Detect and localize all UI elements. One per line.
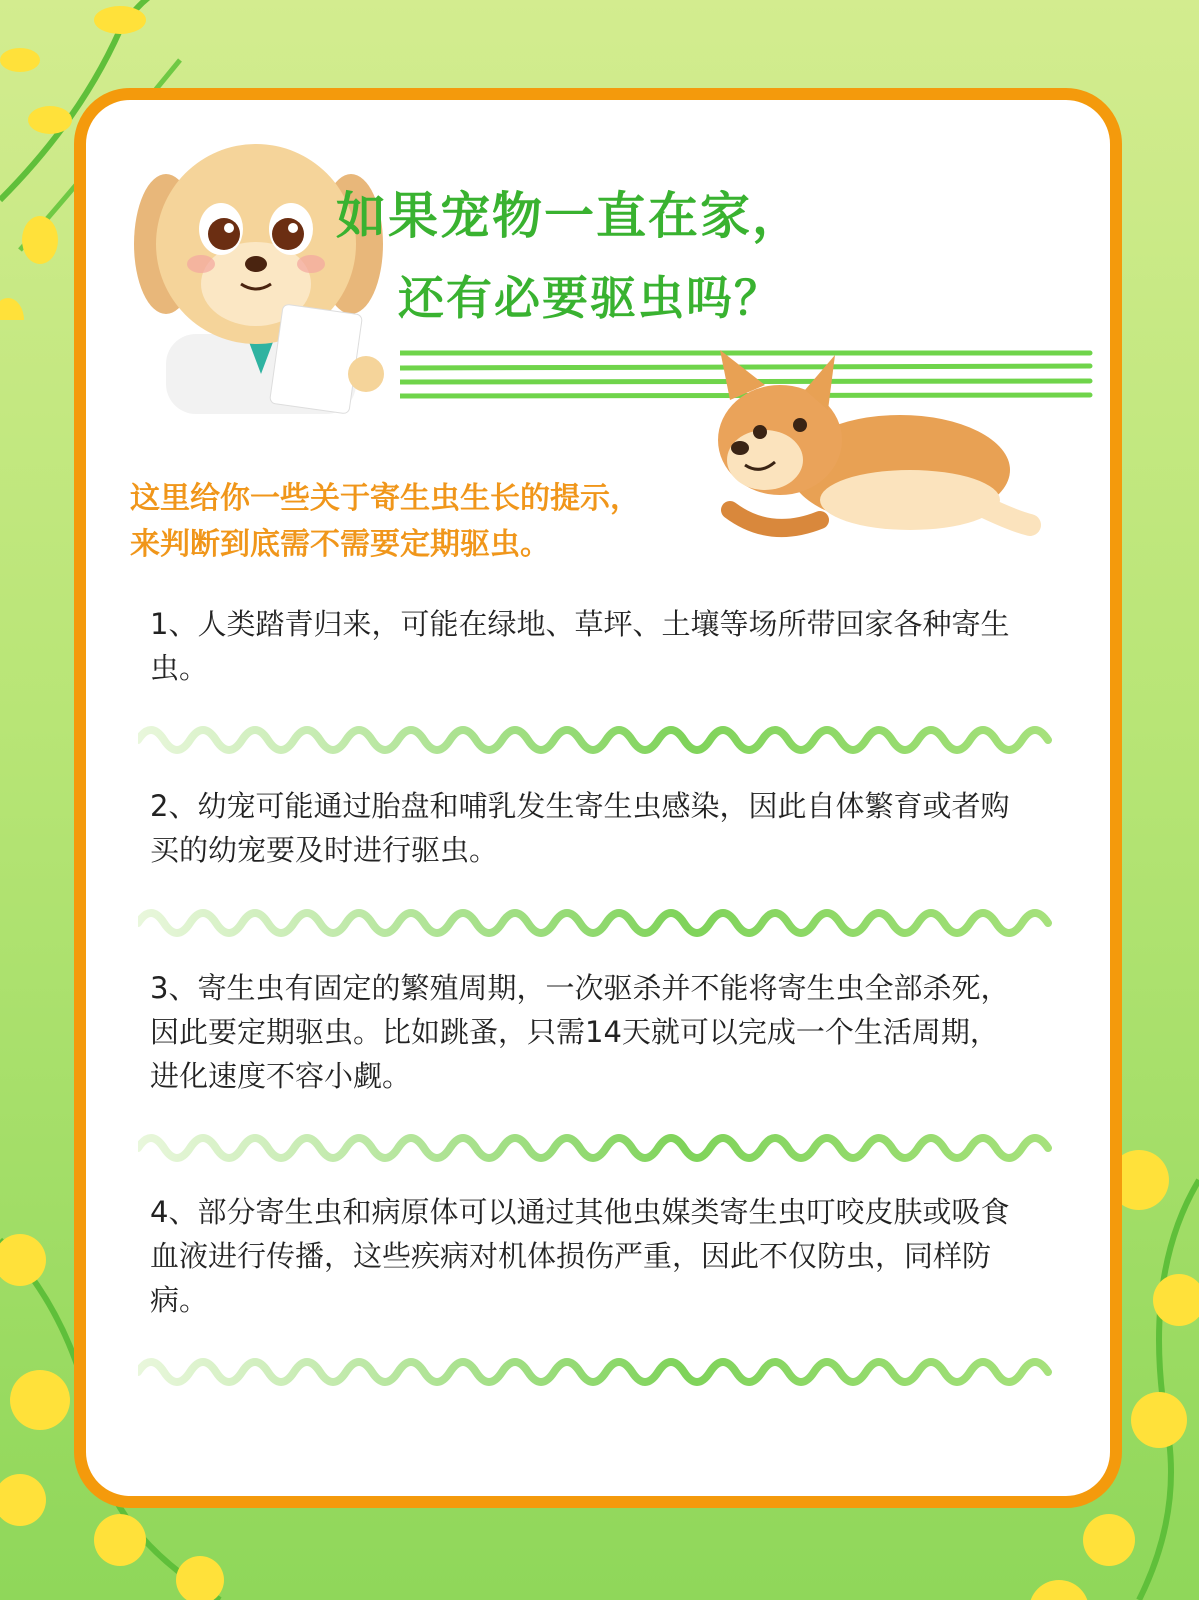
page-title-line-1: 如果宠物一直在家，	[336, 187, 804, 245]
wave-divider	[138, 720, 1068, 760]
tip-item-3: 3、寄生虫有固定的繁殖周期，一次驱杀并不能将寄生虫全部杀死，因此要定期驱虫。比如跳蚤，只需14天就可以完成一个生活周期，进化速度不容小觑。	[150, 971, 1010, 1093]
corgi-illustration	[710, 350, 1050, 570]
wave-divider	[138, 1128, 1068, 1168]
tip-item-2: 2、幼宠可能通过胎盘和哺乳发生寄生虫感染，因此自体繁育或者购买的幼宠要及时进行驱虫。	[150, 789, 1010, 867]
intro-line-2: 来判断到底需不需要定期驱虫。	[130, 527, 550, 562]
wave-divider	[138, 903, 1068, 943]
page-title-line-2: 还有必要驱虫吗？	[398, 271, 782, 325]
intro-text	[130, 476, 730, 568]
tip-item-4: 4、部分寄生虫和病原体可以通过其他虫媒类寄生虫叮咬皮肤或吸食血液进行传播，这些疾病对机体损伤严重，因此不仅防虫，同样防病。	[150, 1195, 1010, 1317]
tip-item-1: 1、人类踏青归来，可能在绿地、草坪、土壤等场所带回家各种寄生虫。	[150, 607, 1010, 685]
intro-line-1: 这里给你一些关于寄生虫生长的提示，	[130, 481, 640, 516]
wave-divider	[138, 1352, 1068, 1392]
